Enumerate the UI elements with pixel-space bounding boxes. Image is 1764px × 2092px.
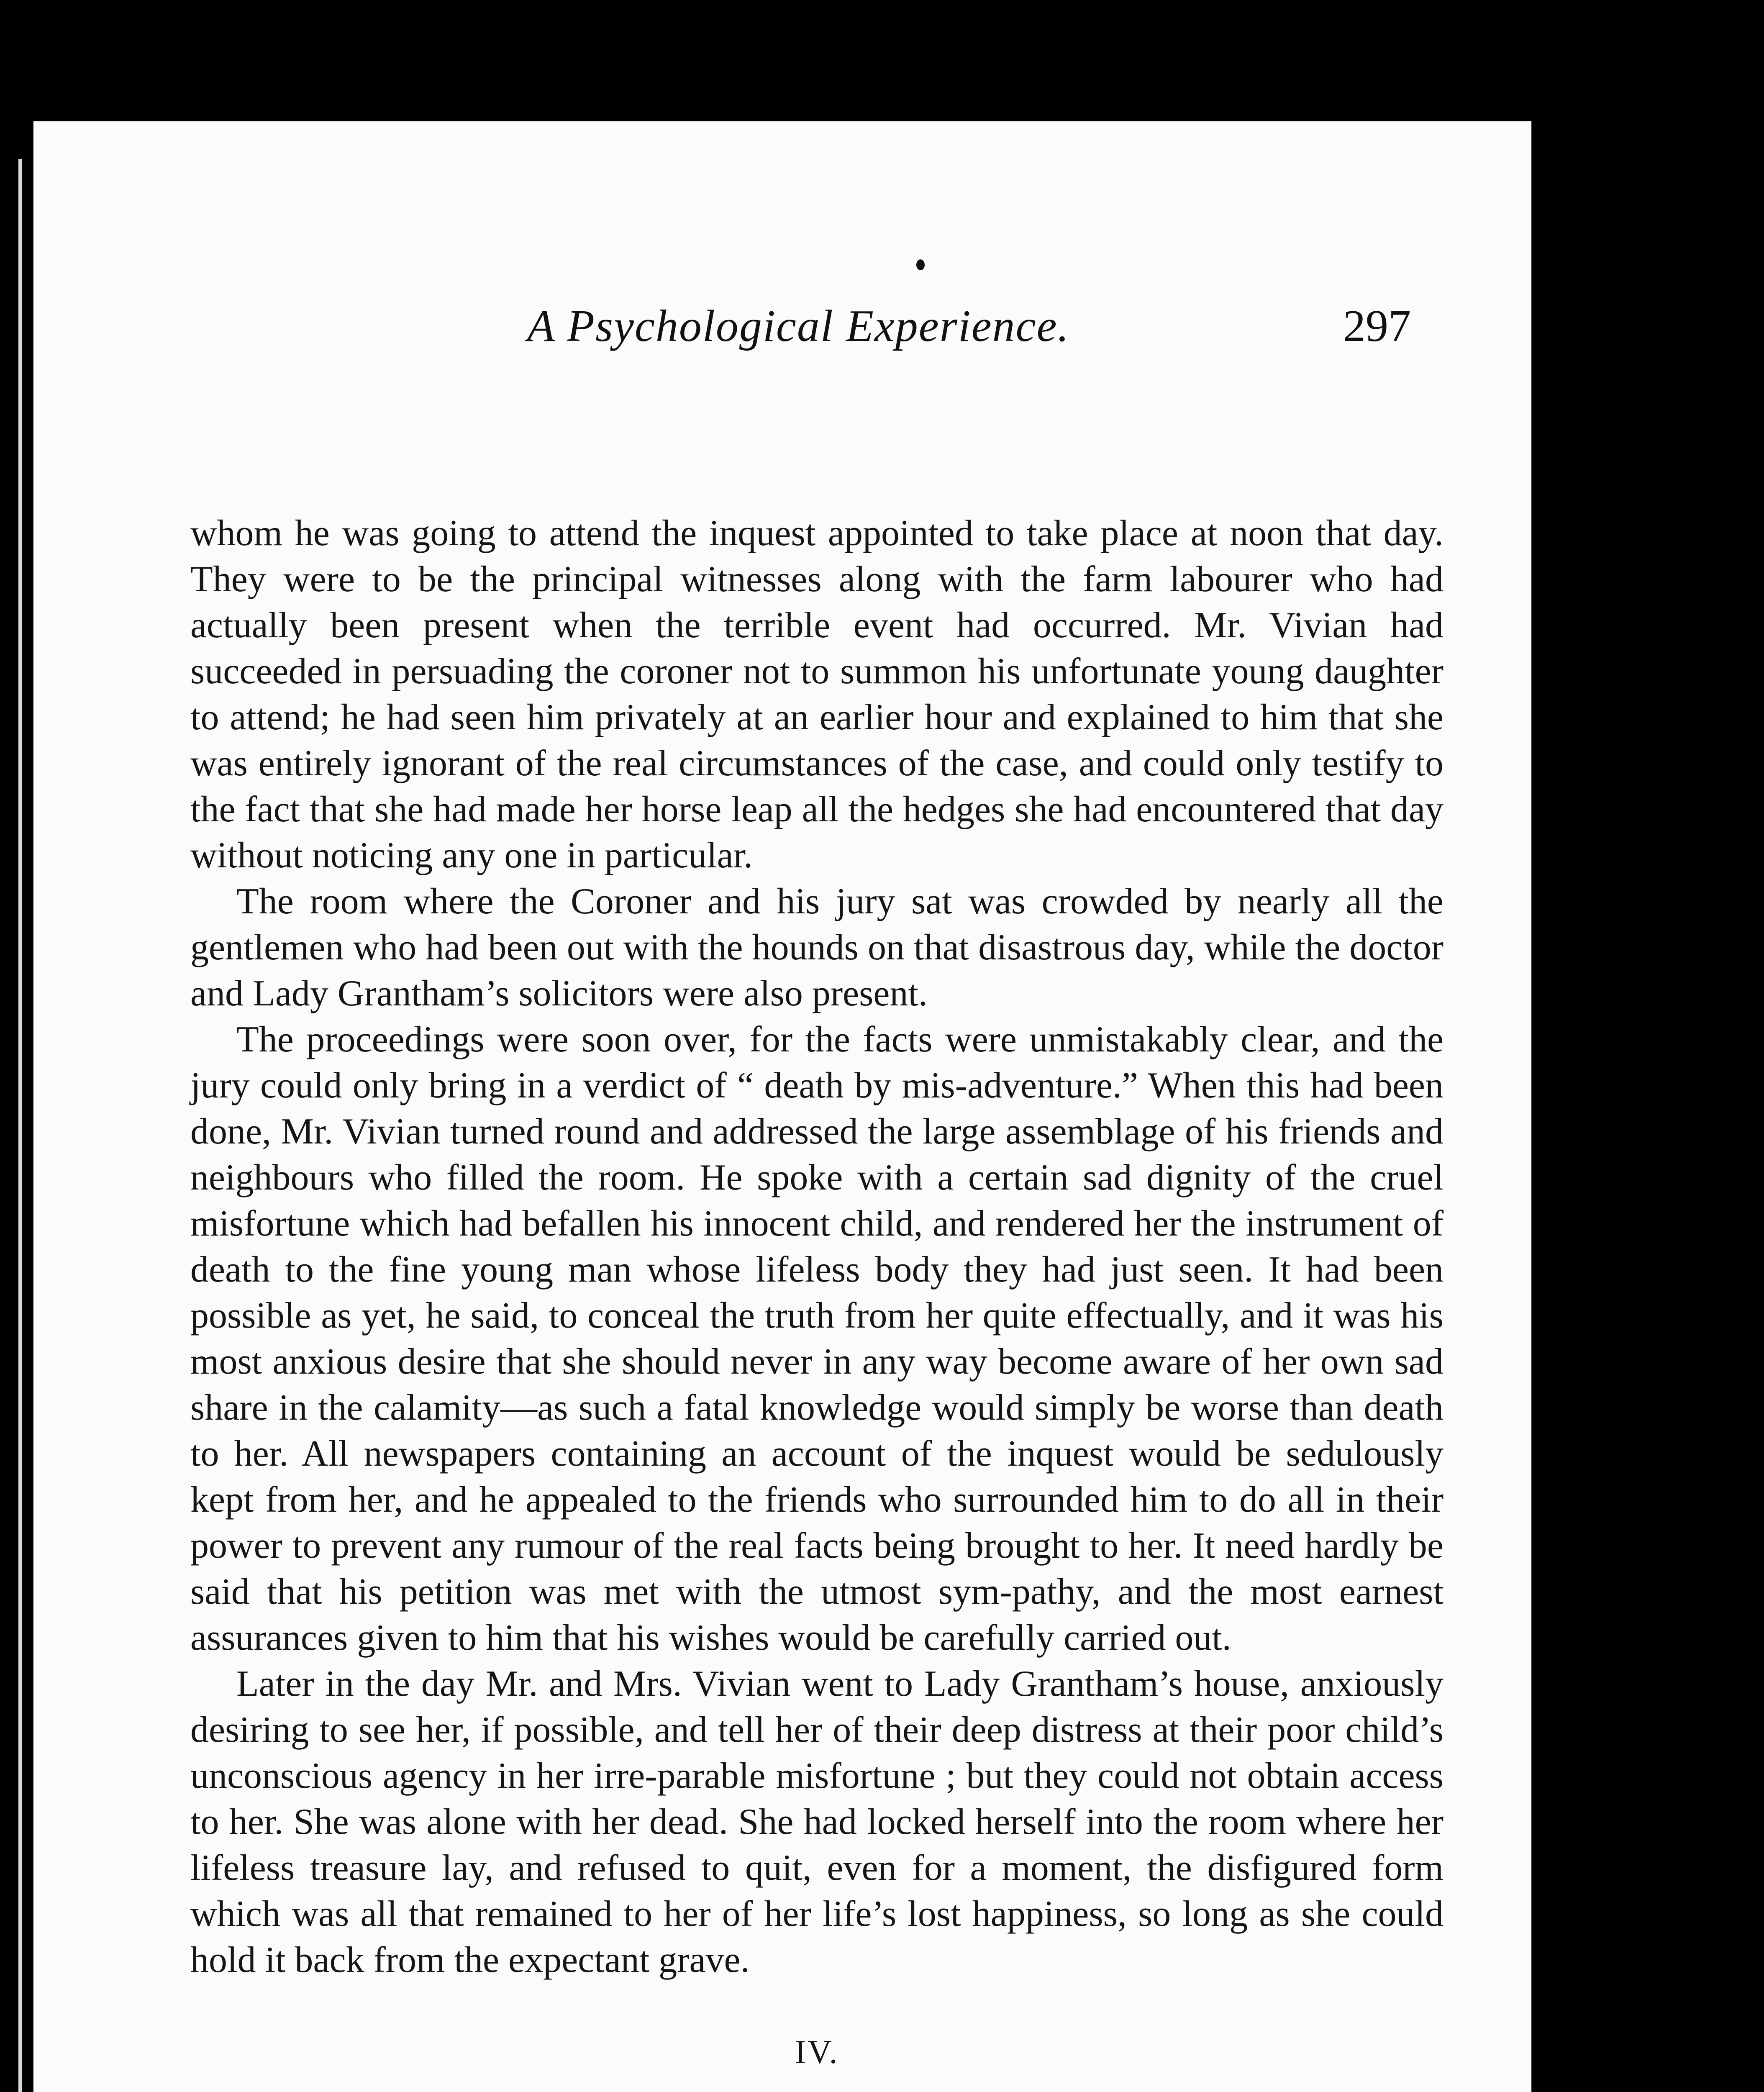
page-number: 297: [1343, 301, 1411, 351]
running-head: [33, 297, 1531, 356]
body-text: [190, 510, 1444, 2092]
paragraph: Later in the day Mr. and Mrs. Vivian went to Lady Grantham’s house, anxiously desiring to see her, if possible, and tell her of their deep distress at their poor child’s unconscious agency in her irre-parable misfortune ; but they could not obtain access to her. She was alone with her dead. She had locked herself into the room where her lifeless treasure lay, and refused to quit, even for a moment, the disfigured form which was all that remained to her of her life’s lost happiness, so long as she could hold it back from the expectant grave.: [190, 1664, 1444, 1980]
spine-edge: [18, 159, 22, 2092]
ink-mark: [916, 259, 925, 270]
section-heading: IV.: [795, 2034, 839, 2071]
book-spine: [0, 0, 33, 2092]
paragraph: whom he was going to attend the inquest appointed to take place at noon that day. They were to be the principal witnesses along with the farm labourer who had actually been present when the terrible event had occurred. Mr. Vivian had succeeded in persuading the coroner not to summon his unfortunate young daughter to attend; he had seen him privately at an earlier hour and explained to him that she was entirely ignorant of the real circumstances of the case, and could only testify to the fact that she had made her horse leap all the hedges she had encountered that day without noticing any one in particular.: [190, 513, 1444, 876]
paragraph: The proceedings were soon over, for the facts were unmistakably clear, and the jury could only bring in a verdict of “ death by mis-adventure.” When this had been done, Mr. Vivian turned round and addressed the large assemblage of his friends and neighbours who filled the room. He spoke with a certain sad dignity of the cruel misfortune which had befallen his innocent child, and rendered her the instrument of death to the fine young man whose lifeless body they had just seen. It had been possible as yet, he said, to conceal the truth from her quite effectually, and it was his most anxious desire that she should never in any way become aware of her own sad share in the calamity—as such a fatal knowledge would simply be worse than death to her. All newspapers containing an account of the inquest would be sedulously kept from her, and he appealed to the friends who surrounded him to do all in their power to prevent any rumour of the real facts being brought to her. It need hardly be said that his petition was met with the utmost sym-pathy, and the most earnest assurances given to him that his wishes would be carefully carried out.: [190, 1019, 1444, 1658]
running-title: A Psychological Experience.: [527, 301, 1070, 351]
book-page: [33, 121, 1531, 2092]
paragraph: The room where the Coroner and his jury sat was crowded by nearly all the gentlemen who had been out with the hounds on that disastrous day, while the doctor and Lady Grantham’s solicitors were also present.: [190, 881, 1444, 1014]
